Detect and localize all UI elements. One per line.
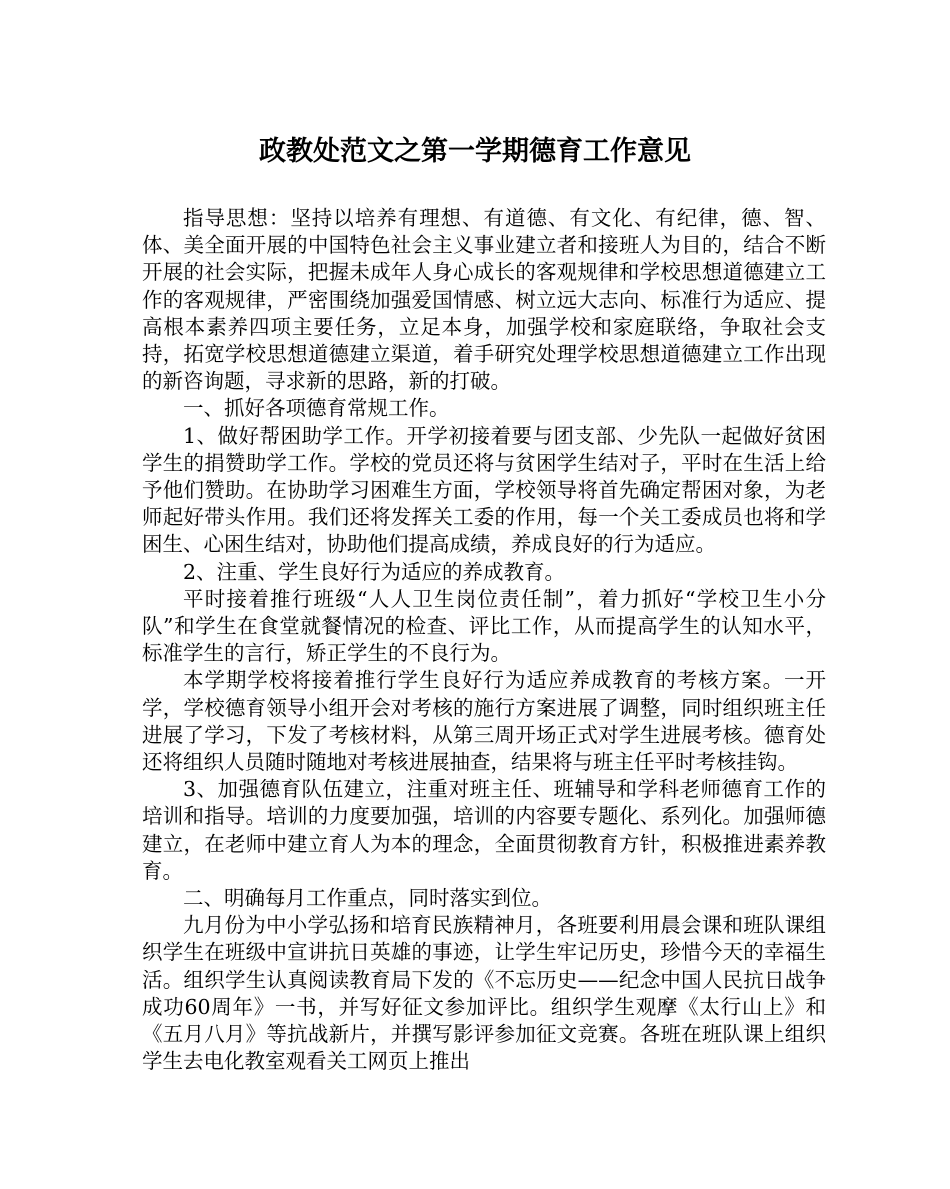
paragraph-september-plan: 九月份为中小学弘扬和培育民族精神月，各班要利用晨会课和班队课组织学生在班级中宣讲抗日英雄的事迹，让学生牢记历史，珍惜今天的幸福生活。组织学生认真阅读教育局下发的《不忘历史——纪念中国人民抗日战争成功60周年》一书，并写好征文参加评比。组织学生观摩《太行山上》和《五月八月》等抗战新片，并撰写影评参加征文竞赛。各班在班队课上组织学生去电化教室观看关工网页上推出 bbox=[142, 913, 826, 1074]
paragraph-teacher-training: 3、加强德育队伍建立，注重对班主任、班辅导和学科老师德育工作的培训和指导。培训的力度要加强，培训的内容要专题化、系列化。加强师德建立，在老师中建立育人为本的理念，全面贯彻教育方针，积极推进素养教育。 bbox=[142, 777, 826, 883]
paragraph-guiding-thought: 指导思想：坚持以培养有理想、有道德、有文化、有纪律，德、智、体、美全面开展的中国特色社会主义事业建立者和接班人为目的，结合不断开展的社会实际，把握未成年人身心成长的客观规律和学校思想道德建立工作的客观规律，严密围绕加强爱国情感、树立远大志向、标准行为适应、提高根本素养四项主要任务，立足本身，加强学校和家庭联络，争取社会支持，拓宽学校思想道德建立渠道，着手研究处理学校思想道德建立工作出现的新咨询题，寻求新的思路，新的打破。 bbox=[142, 206, 826, 394]
section-heading-routine-work: 一、抓好各项德育常规工作。 bbox=[183, 396, 450, 421]
subheading-behavior-habits: 2、注重、学生良好行为适应的养成教育。 bbox=[183, 559, 566, 584]
paragraph-hygiene-responsibility: 平时接着推行班级“人人卫生岗位责任制”，着力抓好“学校卫生小分队”和学生在食堂就餐情况的检查、评比工作，从而提高学生的认知水平，标准学生的言行，矫正学生的不良行为。 bbox=[142, 586, 826, 666]
paragraph-poverty-aid: 1、做好帮困助学工作。开学初接着要与团支部、少先队一起做好贫困学生的捐赞助学工作。学校的党员还将与贫困学生结对子，平时在生活上给予他们赞助。在协助学习困难生方面，学校领导将首先确定帮困对象，为老师起好带头作用。我们还将发挥关工委的作用，每一个关工委成员也将和学困生、心困生结对，协助他们提高成绩，养成良好的行为适应。 bbox=[142, 423, 826, 557]
document-body bbox=[142, 205, 826, 1076]
document-title: 政教处范文之第一学期德育工作意见 bbox=[259, 136, 691, 167]
section-heading-monthly-focus: 二、明确每月工作重点，同时落实到位。 bbox=[183, 886, 552, 911]
paragraph-assessment-plan: 本学期学校将接着推行学生良好行为适应养成教育的考核方案。一开学，学校德育领导小组开会对考核的施行方案进展了调整，同时组织班主任进展了学习，下发了考核材料，从第三周开场正式对学生进展考核。德育处还将组织人员随时随地对考核进展抽查，结果将与班主任平时考核挂钩。 bbox=[142, 668, 826, 775]
